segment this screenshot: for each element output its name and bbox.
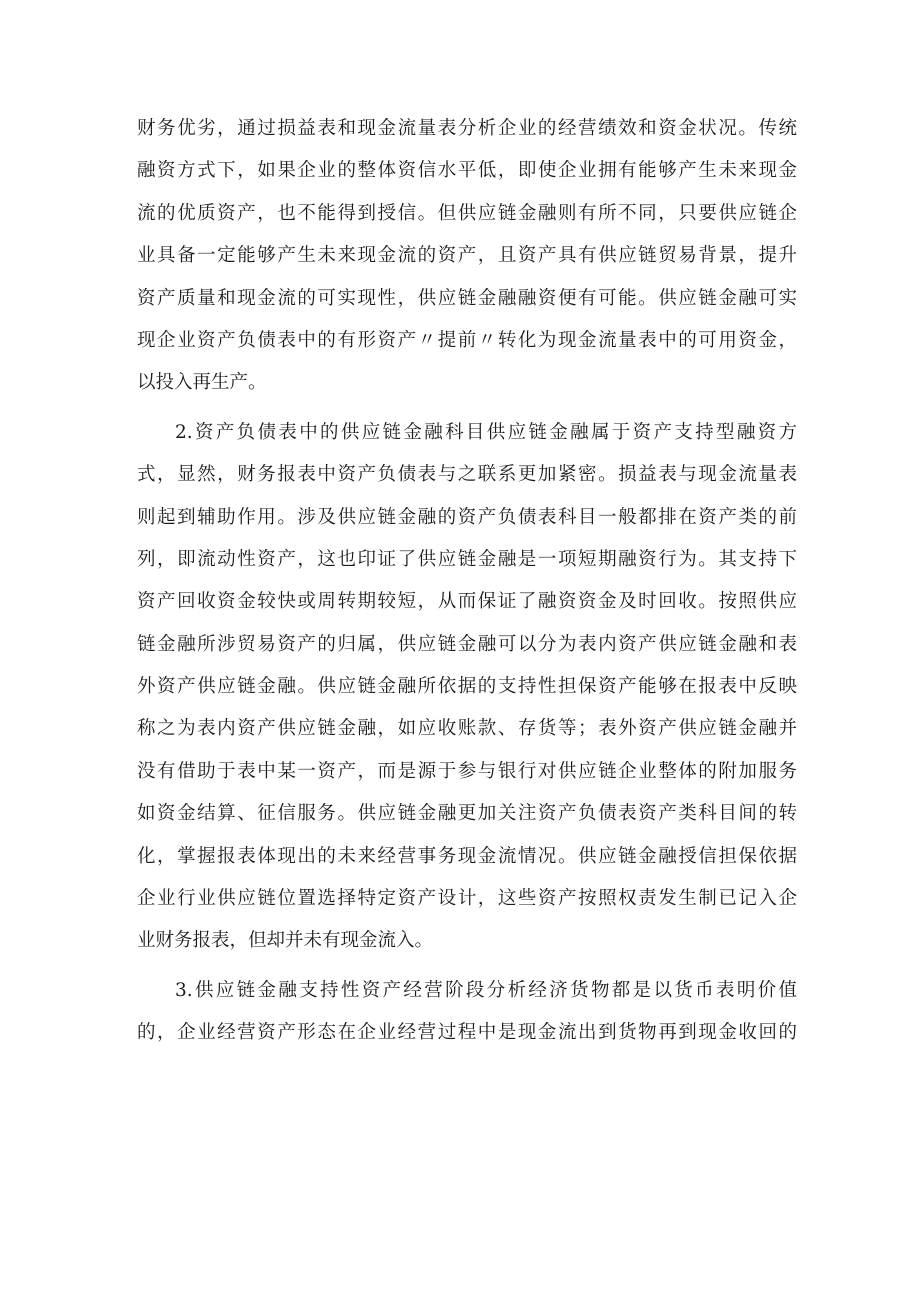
text-line: 的，企业经营资产形态在企业经营过程中是现金流出到货物再到现金收回的 — [137, 1022, 797, 1044]
text-line: 称之为表内资产供应链金融，如应收账款、存货等；表外资产供应链金融并 — [137, 718, 797, 740]
text-line: 2.资产负债表中的供应链金融科目供应链金融属于资产支持型融资方 — [175, 421, 797, 443]
text-line: 业具备一定能够产生未来现金流的资产，且资产具有供应链贸易背景，提升 — [137, 245, 797, 267]
text-line: 列，即流动性资产，这也印证了供应链金融是一项短期融资行为。其支持下 — [137, 548, 797, 570]
text-line: 3.供应链金融支持性资产经营阶段分析经济货物都是以货币表明价值 — [175, 979, 797, 1001]
text-line: 流的优质资产，也不能得到授信。但供应链金融则有所不同，只要供应链企 — [137, 202, 797, 224]
text-line: 资产质量和现金流的可实现性，供应链金融融资便有可能。供应链金融可实 — [137, 287, 797, 309]
text-line: 化，掌握报表体现出的未来经营事务现金流情况。供应链金融授信担保依据 — [137, 845, 797, 867]
text-line: 链金融所涉贸易资产的归属，供应链金融可以分为表内资产供应链金融和表 — [137, 633, 797, 655]
text-line: 现企业资产负债表中的有形资产〃提前〃转化为现金流量表中的可用资金， — [137, 329, 797, 351]
text-line: 业财务报表，但却并未有现金流入。 — [137, 930, 434, 952]
paragraph-p1 — [137, 108, 797, 405]
paragraph-p3 — [137, 970, 797, 1055]
text-line: 则起到辅助作用。涉及供应链金融的资产负债表科目一般都排在资产类的前 — [137, 506, 797, 528]
text-line: 资产回收资金较快或周转期较短，从而保证了融资资金及时回收。按照供应 — [137, 591, 797, 613]
text-line: 如资金结算、征信服务。供应链金融更加关注资产负债表资产类科目间的转 — [137, 803, 797, 825]
text-line: 以投入再生产。 — [137, 372, 267, 394]
text-line: 融资方式下，如果企业的整体资信水平低，即使企业拥有能够产生未来现金 — [137, 160, 797, 182]
text-line: 外资产供应链金融。供应链金融所依据的支持性担保资产能够在报表中反映 — [137, 676, 797, 698]
paragraph-p2 — [137, 412, 797, 963]
text-line: 企业行业供应链位置选择特定资产设计，这些资产按照权责发生制已记入企 — [137, 888, 797, 910]
text-line: 财务优劣，通过损益表和现金流量表分析企业的经营绩效和资金状况。传统 — [137, 118, 797, 139]
text-line: 式，显然，财务报表中资产负债表与之联系更加紧密。损益表与现金流量表 — [137, 464, 797, 486]
document-body — [137, 108, 797, 1062]
text-line: 没有借助于表中某一资产，而是源于参与银行对供应链企业整体的附加服务 — [137, 760, 797, 782]
